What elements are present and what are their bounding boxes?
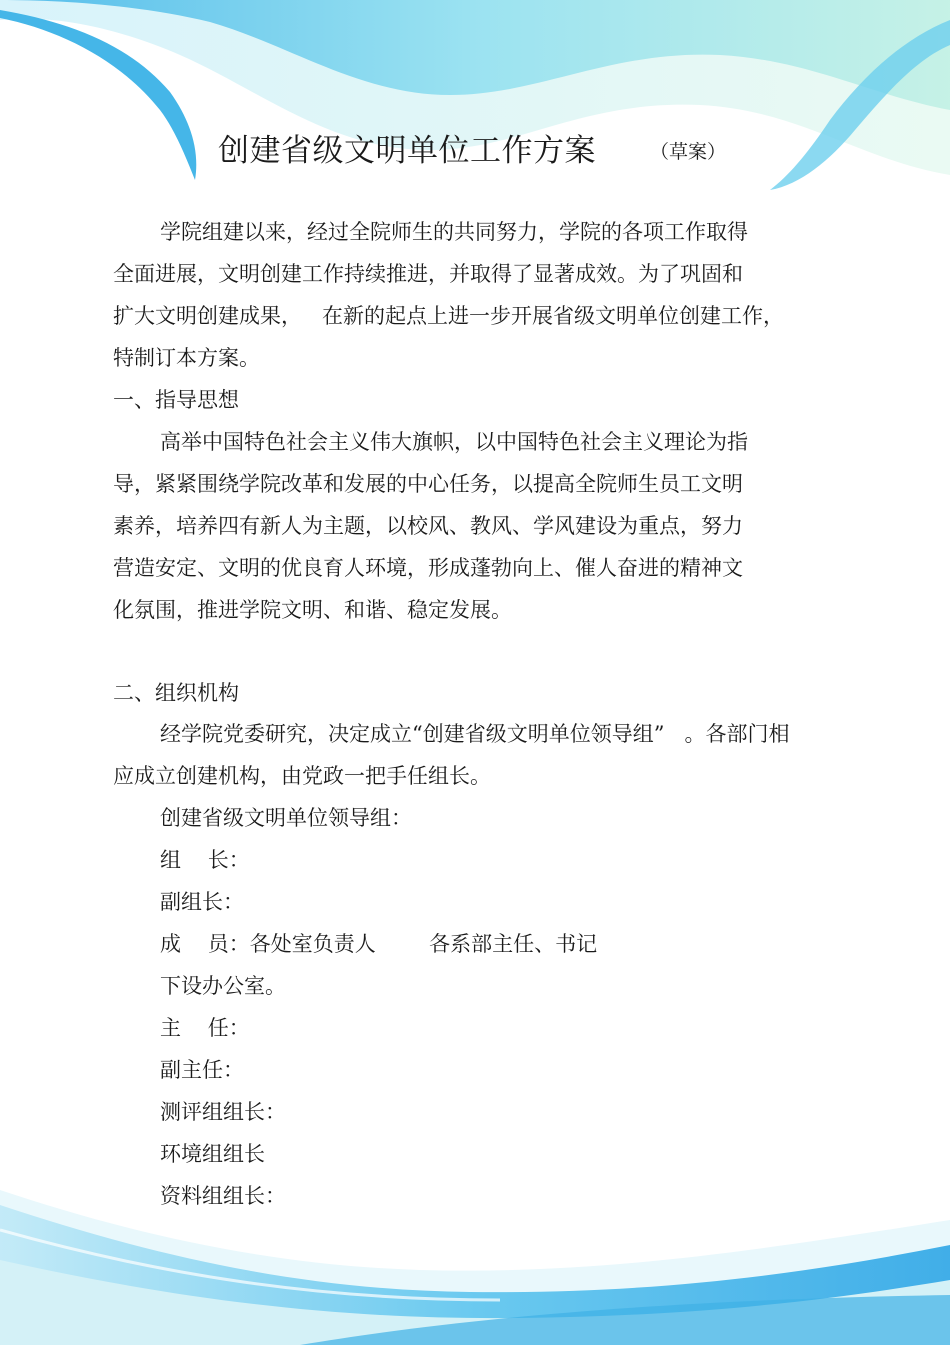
paragraph-line: 营造安定、文明的优良育人环境，形成蓬勃向上、催人奋进的精神文 [113,556,743,580]
list-item: 环境组组长 [160,1142,265,1166]
list-item: 组 长： [160,848,250,872]
section-heading: 一、指导思想 [113,388,239,412]
section-heading: 二、组织机构 [113,681,239,705]
list-item: 主 任： [160,1016,250,1040]
list-item: 创建省级文明单位领导组： [160,806,412,830]
paragraph-line: 学院组建以来，经过全院师生的共同努力，学院的各项工作取得 [160,220,748,244]
paragraph-line: 特制订本方案。 [113,346,260,370]
list-item: 副组长： [160,890,244,914]
list-item: 下设办公室。 [160,974,286,998]
paragraph-line: 高举中国特色社会主义伟大旗帜，以中国特色社会主义理论为指 [160,430,748,454]
title-row [0,126,950,176]
paragraph-line: 素养，培养四有新人为主题，以校风、教风、学风建设为重点，努力 [113,514,743,538]
list-item: 资料组组长： [160,1184,286,1208]
paragraph-line: 化氛围，推进学院文明、和谐、稳定发展。 [113,598,512,622]
paragraph-line: 导，紧紧围绕学院改革和发展的中心任务，以提高全院师生员工文明 [113,472,743,496]
paragraph-line: 应成立创建机构，由党政一把手任组长。 [113,764,491,788]
paragraph-line: 全面进展，文明创建工作持续推进，并取得了显著成效。为了巩固和 [113,262,743,286]
list-item: 副主任： [160,1058,244,1082]
document-title: 创建省级文明单位工作方案 [218,133,596,169]
paragraph-line: 扩大文明创建成果， 在新的起点上进一步开展省级文明单位创建工作， [113,304,785,328]
list-item: 成 员：各处室负责人 各系部主任、书记 [160,932,598,956]
title-draft-note: （草案） [650,141,727,163]
list-item: 测评组组长： [160,1100,286,1124]
paragraph-line: 经学院党委研究，决定成立“创建省级文明单位领导组” 。各部门相 [160,722,790,746]
